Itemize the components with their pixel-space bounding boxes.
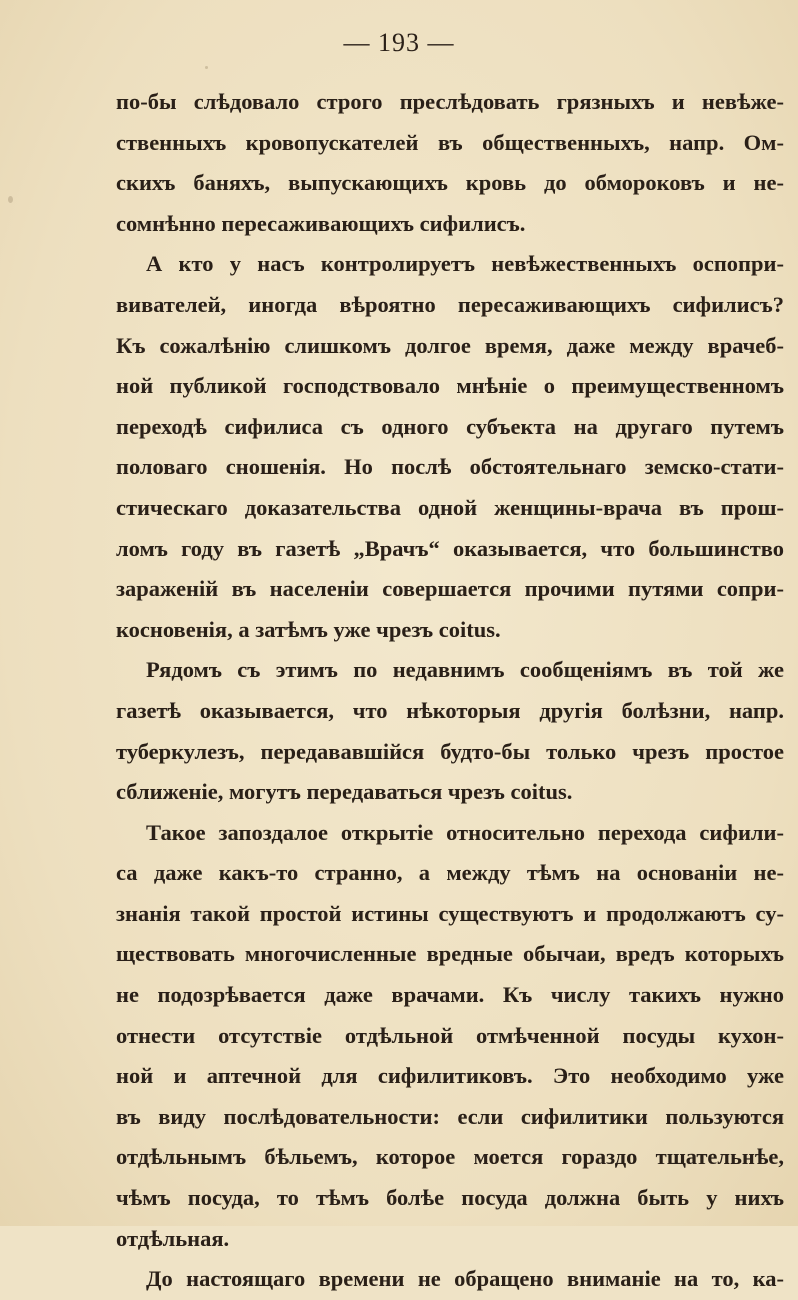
text-line: чѣмъ посуда, то тѣмъ болѣе посуда должна быть у нихъ (116, 1185, 784, 1211)
text-line: са даже какъ-то странно, а между тѣмъ на основаніи не- (116, 860, 784, 886)
paragraph-start-line: До настоящаго времени не обращено вниманіе на то, ка- (146, 1266, 784, 1292)
text-line: косновенія, а затѣмъ уже чрезъ coitus. (116, 616, 501, 642)
text-line: отдѣльнымъ бѣльемъ, которое моется гораздо тщательнѣе, (116, 1144, 784, 1170)
paragraph-start-line: А кто у насъ контролируетъ невѣжественныхъ оспопри- (146, 251, 784, 277)
text-line: туберкулезъ, передававшійся будто-бы только чрезъ простое (116, 738, 784, 764)
text-line: Къ сожалѣнію слишкомъ долгое время, даже между врачеб- (116, 332, 784, 358)
paragraph-start-line: Такое запоздалое открытіе относительно перехода сифили- (146, 819, 784, 845)
text-line: переходѣ сифилиса съ одного субъекта на другаго путемъ (116, 413, 784, 439)
paper-spot (8, 196, 13, 203)
page-number: — 193 — (343, 28, 455, 57)
text-line: ственныхъ кровопускателей въ общественныхъ, напр. Ом- (116, 129, 784, 155)
text-line: стическаго доказательства одной женщины-врача въ прош- (116, 494, 784, 520)
text-line: зараженій въ населеніи совершается прочими путями сопри- (116, 576, 784, 602)
text-line: половаго сношенія. Но послѣ обстоятельнаго земско-стати- (116, 454, 784, 480)
text-line: по-бы слѣдовало строго преслѣдовать грязныхъ и невѣже- (116, 89, 784, 114)
text-line: не подозрѣвается даже врачами. Къ числу такихъ нужно (116, 982, 784, 1008)
text-line: ной и аптечной для сифилитиковъ. Это необходимо уже (116, 1063, 784, 1089)
text-line: знанія такой простой истины существуютъ и продолжаютъ су- (116, 900, 784, 926)
text-line: сомнѣнно пересаживающихъ сифилисъ. (116, 210, 526, 236)
body-text (116, 82, 784, 1300)
text-line: вивателей, иногда вѣроятно пересаживающихъ сифилисъ? (116, 291, 784, 317)
paper-spot (205, 66, 208, 69)
text-line: отдѣльная. (116, 1225, 230, 1251)
paragraph-start-line: Рядомъ съ этимъ по недавнимъ сообщеніямъ въ той же (146, 657, 784, 683)
text-line: сближеніе, могутъ передаваться чрезъ coitus. (116, 779, 573, 805)
text-line: ной публикой господствовало мнѣніе о преимущественномъ (116, 373, 784, 399)
text-line: газетѣ оказывается, что нѣкоторыя другія болѣзни, напр. (116, 697, 784, 723)
text-line: въ виду послѣдовательности: если сифилитики пользуются (116, 1103, 784, 1129)
text-line: ществовать многочисленные вредные обычаи, вредъ которыхъ (116, 941, 784, 967)
text-line: отнести отсутствіе отдѣльной отмѣченной посуды кухон- (116, 1022, 784, 1048)
text-line: ломъ году въ газетѣ „Врачъ“ оказывается, что большинство (116, 535, 784, 561)
text-line: скихъ баняхъ, выпускающихъ кровь до обмороковъ и не- (116, 170, 784, 196)
